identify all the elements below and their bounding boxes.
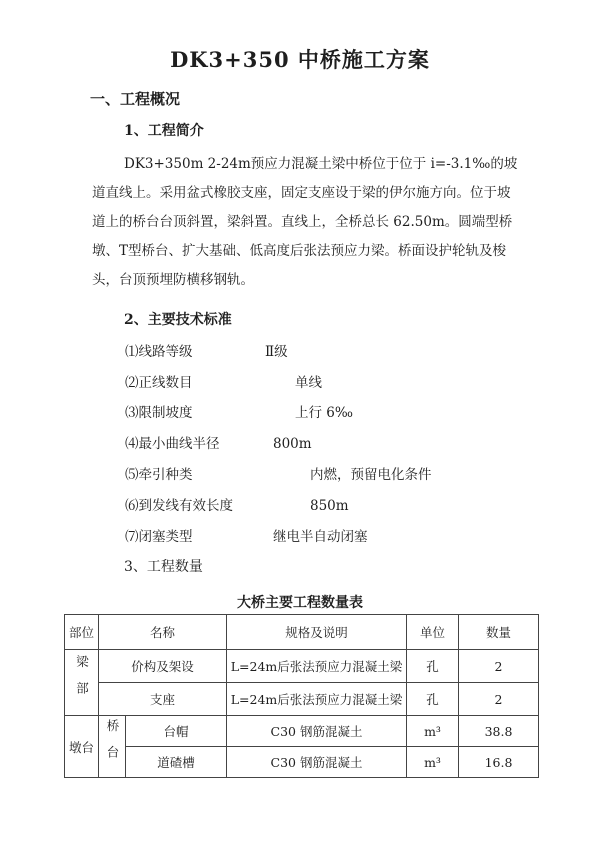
header-part: 部位 (65, 615, 99, 650)
table-title: 大桥主要工程数量表 (237, 595, 363, 611)
standard-label: ⑹到发线有效长度 (125, 498, 233, 514)
standard-value: 850m (310, 498, 349, 514)
table-header-row (65, 615, 539, 650)
standard-row (125, 525, 368, 545)
group-pier: 墩台 (65, 716, 99, 778)
header-unit: 单位 (407, 615, 459, 650)
standard-label: ⑴线路等级 (125, 344, 193, 360)
table-row (65, 683, 539, 716)
cell-spec: C30 钢筋混凝土 (227, 747, 407, 778)
cell-name: 台帽 (126, 716, 227, 747)
document-title: DK3+350 中桥施工方案 (170, 47, 430, 72)
standard-row (125, 371, 322, 391)
standard-label: ⑸牵引种类 (125, 467, 193, 483)
cell-spec: L=24m后张法预应力混凝土梁 (227, 683, 407, 716)
group-abutment: 桥台 (99, 716, 126, 778)
cell-name: 价构及架设 (99, 650, 227, 683)
header-name: 名称 (99, 615, 227, 650)
table-row (65, 747, 539, 778)
cell-qty: 38.8 (459, 716, 539, 747)
standard-value: 继电半自动闭塞 (273, 529, 368, 545)
cell-qty: 2 (459, 683, 539, 716)
cell-unit: m³ (407, 747, 459, 778)
standard-label: ⑺闭塞类型 (125, 529, 193, 545)
standard-value: 单线 (295, 375, 322, 391)
standard-label: ⑶限制坡度 (125, 405, 193, 421)
header-qty: 数量 (459, 615, 539, 650)
standard-row (125, 432, 312, 452)
standard-value: Ⅱ级 (265, 344, 288, 360)
standard-row (125, 401, 353, 421)
standard-row (125, 463, 432, 483)
table-row (65, 650, 539, 683)
cell-unit: m³ (407, 716, 459, 747)
standard-value: 上行 6‰ (295, 405, 353, 421)
group-beam: 梁部 (65, 650, 99, 716)
section-heading-overview: 一、工程概况 (90, 90, 181, 108)
header-spec: 规格及说明 (227, 615, 407, 650)
cell-spec: C30 钢筋混凝土 (227, 716, 407, 747)
subsection-heading-intro: 1、工程简介 (124, 123, 204, 139)
cell-name: 道碴槽 (126, 747, 227, 778)
standard-value: 内燃，预留电化条件 (310, 467, 432, 483)
cell-qty: 16.8 (459, 747, 539, 778)
standard-row (125, 494, 349, 514)
cell-qty: 2 (459, 650, 539, 683)
cell-unit: 孔 (407, 683, 459, 716)
standard-label: ⑵正线数目 (125, 375, 193, 391)
standard-row (125, 340, 288, 360)
subsection-heading-quantities: 3、工程数量 (124, 559, 203, 575)
quantity-table (64, 614, 539, 778)
cell-spec: L=24m后张法预应力混凝土梁 (227, 650, 407, 683)
subsection-heading-standards: 2、主要技术标准 (124, 312, 232, 328)
intro-paragraph: DK3+350m 2-24m预应力混凝土梁中桥位于位于 i=-3.1‰的坡道直线上。采用盆式橡胶支座，固定支座设于梁的伊尔施方向。位于坡道上的桥台台顶斜置，梁斜置。直线上，全桥总长 62.50m。圆端型桥墩、T型桥台、扩大基础、低高度后张法预应力梁。桥面设护轮轨及梭头，台顶预埋防横移钢轨。 (92, 156, 518, 288)
standard-value: 800m (273, 436, 312, 452)
cell-name: 支座 (99, 683, 227, 716)
standard-label: ⑷最小曲线半径 (125, 436, 220, 452)
table-row (65, 716, 539, 747)
cell-unit: 孔 (407, 650, 459, 683)
